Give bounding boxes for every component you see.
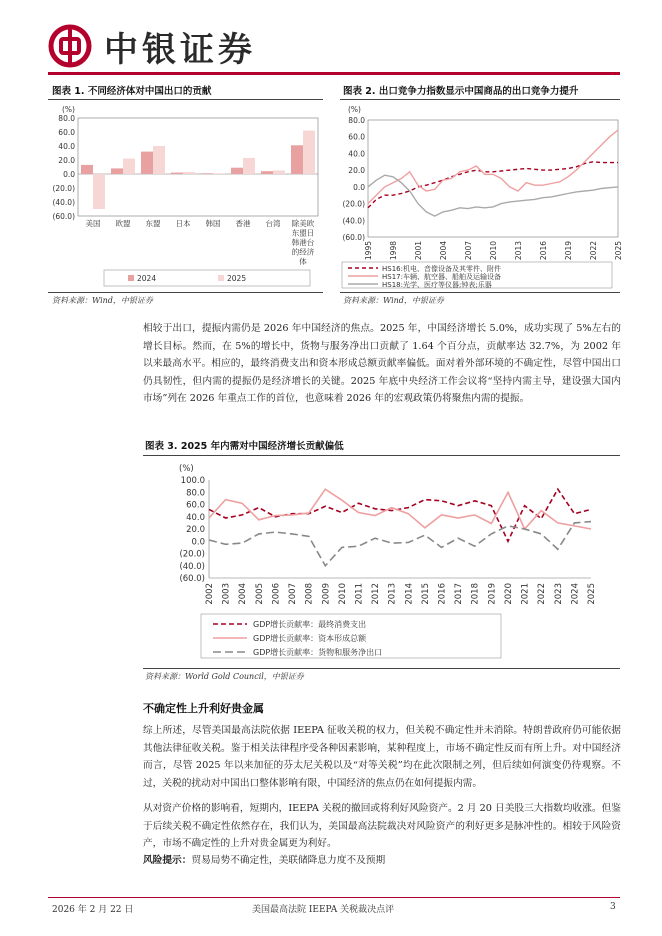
fig1-plot-frame [78,118,318,216]
fig1-xtick-label: 日本 [175,219,191,228]
fig3-xtick-label: 2017 [454,583,465,605]
fig3-ytick-label: 60.0 [186,500,205,511]
fig2-xtick-label: 2010 [489,241,498,261]
fig1-ytick-label: (40.0) [52,198,75,207]
fig1-ylabel: (%) [62,105,75,114]
fig1-xtick-label: 美国 [85,219,101,228]
fig1-bar-2025 [303,131,315,174]
fig2-ytick-label: 20.0 [348,166,365,176]
fig1-legend-label: 2025 [227,274,247,283]
fig2-ytick-label: 60.0 [348,132,365,142]
fig3-ytick-label: 80.0 [186,488,205,499]
fig1-bar-2025 [123,159,135,174]
fig3-ylabel: (%) [179,464,194,474]
fig2-legend-label: HS17:车辆、航空器、船舶及运输设备 [382,273,501,281]
body-paragraph-1: 相较于出口，提振内需仍是 2026 年中国经济的焦点。2025 年，中国经济增长 5.0%，成功实现了 5%左右的增长目标。然而，在 5%的增长中，货物与服务净出口贡献了 1.64 个百分点，贡献率达 32.7%，为 2002 年以来最高水平。相应的，最终消费支出和资本形成总额贡献率偏低。面对着外部环境的不确定性，尽管中国出口仍具韧性，但内需的提振仍是经济增长的关键。2025 年底中央经济工作会议将“坚持内需主导，建设强大国内市场”列在 2026 年重点工作的首位，也意味着 2026 年的宏观政策仍将聚焦内需的提振。 [143,323,621,404]
fig2-plot-frame [368,120,618,237]
fig3-xtick-label: 2022 [537,583,548,605]
fig2-ytick-label: 0.0 [353,182,365,192]
header-rule [48,72,620,75]
fig3-xtick-label: 2016 [437,583,448,605]
fig1-ytick-label: 80.0 [58,114,75,123]
fig2-rule [340,99,620,100]
fig3-xtick-label: 2003 [221,583,232,605]
fig1-title: 图表 1. 不同经济体对中国出口的贡献 [52,86,212,97]
fig1-xtick-label: 东盟 [145,219,161,228]
fig2-xtick-label: 2004 [439,241,448,261]
fig3-xtick-label: 2019 [487,583,498,605]
fig1-bar-2024 [141,152,153,174]
fig3-xtick-label: 2008 [304,583,315,605]
fig3-ytick-label: (40.0) [179,561,205,572]
fig1-bar-2025 [93,174,105,209]
fig2-source: 资料来源：Wind，中银证券 [343,296,444,305]
fig1-xtick-label-line: 除美欧 [291,219,315,228]
fig1-xtick-label-line: 体 [299,257,307,266]
fig1-legend-box [104,270,310,286]
fig1-bar-2025 [153,146,165,174]
fig1-ytick-label: 60.0 [58,128,75,137]
fig1-xtick-label: 香港 [235,219,251,228]
fig2-bottom-rule [340,292,620,293]
fig1-xtick-label: 台湾 [265,219,281,228]
fig3-xtick-label: 2014 [404,583,415,605]
fig2-xtick-label: 2007 [464,241,473,261]
risk-note [143,852,621,870]
fig2-legend-label: HS18:光学、医疗等仪器;钟表;乐器 [382,281,492,289]
fig1-ytick-label: 20.0 [58,156,75,165]
fig1-xtick-label-line: 的经济 [291,247,315,257]
fig3-ytick-label: 40.0 [186,512,205,523]
fig3-xtick-label: 2011 [354,583,365,605]
fig1-xtick-label-line: 东盟日 [291,228,315,238]
fig2-ytick-label: 80.0 [348,116,365,125]
fig3-xtick-label: 2007 [288,583,299,605]
fig3-xtick-label: 2012 [371,583,382,605]
fig1-bar-2024 [171,173,183,174]
fig3-series-line [209,522,591,566]
footer-rule [48,897,620,898]
boc-logo-icon [48,24,92,68]
fig2-series-line [368,162,618,208]
fig3-chart [143,458,621,666]
fig2-xtick-label: 2013 [514,241,523,261]
fig1-bar-2024 [111,168,123,174]
fig1-ytick-label: (60.0) [52,212,75,221]
fig1-legend-label: 2024 [137,274,157,283]
fig3-ytick-label: 100.0 [180,476,205,486]
fig1-legend-swatch-2025 [218,275,224,281]
body-paragraph-3: 从对资产价格的影响看，短期内，IEEPA 关税的撤回或将利好风险资产。2 月 20 日美股三大指数均收涨。但鉴于后续关税不确定性依然存在，我们认为，美国最高法院裁决对风险资产的利好更多是脉冲性的。相较于风险资产，市场不确定性的上升对贵金属更为利好。 [143,803,621,849]
fig1-bar-2024 [201,173,213,174]
fig2-ytick-label: 40.0 [348,149,365,159]
fig3-xtick-label: 2018 [470,583,481,605]
fig3-xtick-label: 2024 [570,583,581,605]
fig3-xtick-label: 2020 [503,583,514,605]
fig2-xtick-label: 2016 [539,241,548,261]
fig2-xtick-label: 2025 [614,241,623,261]
fig1-chart [48,102,326,290]
fig3-legend-label: GDP增长贡献率：资本形成总额 [253,634,367,643]
fig1-bottom-rule [48,292,323,293]
fig3-xtick-label: 2002 [205,583,215,605]
fig1-bar-2025 [273,171,285,175]
fig1-ytick-label: (20.0) [52,184,75,193]
fig3-ytick-label: (20.0) [179,549,205,560]
fig3-ytick-label: 0.0 [191,537,205,548]
risk-label: 风险提示： [143,855,192,866]
fig1-xtick-label: 欧盟 [115,219,131,228]
fig3-xtick-label: 2025 [587,583,597,605]
risk-text: 贸易局势不确定性，美联储降息力度不及预期 [191,855,386,866]
fig3-ytick-label: 20.0 [186,525,205,535]
fig1-bar-2025 [213,173,225,174]
fig2-ytick-label: (40.0) [342,216,365,226]
fig3-legend-label: GDP增长贡献率：最终消费支出 [253,620,367,629]
fig1-bar-2024 [81,165,93,174]
footer-title: 美国最高法院 IEEPA 关税裁决点评 [252,905,395,915]
body-paragraph-2: 综上所述，尽管美国最高法院依据 IEEPA 征收关税的权力，但关税不确定性并未消除。特朗普政府仍可能依据其他法律征收关税。鉴于相关法律程序受各种因素影响，某种程度上，市场不确定性反而有所上升。对中国经济而言，尽管 2025 年以来加征的芬太尼关税以及“对等关税”均在此次限制之列，但后续如何演变仍待观察。不过，关税的扰动对中国出口整体影响有限，中国经济的焦点仍在如何提振内需。 [143,725,621,789]
fig1-ytick-label: 40.0 [58,142,75,151]
fig3-xtick-label: 2005 [254,583,265,605]
fig1-bar-2025 [183,172,195,174]
page-number: 3 [610,902,616,912]
fig3-title: 图表 3. 2025 年内需对中国经济增长贡献偏低 [145,441,344,452]
section-heading: 不确定性上升利好贵金属 [143,702,264,715]
fig3-xtick-label: 2004 [238,583,249,605]
fig1-bar-2024 [231,168,243,174]
fig1-bar-2024 [291,145,303,174]
fig1-ytick-label: 0.0 [63,170,75,179]
fig3-xtick-label: 2015 [420,583,431,605]
fig3-xtick-label: 2023 [553,583,564,605]
fig3-rule [143,455,620,456]
fig3-xtick-label: 2013 [387,583,398,605]
fig3-xtick-label: 2010 [337,583,348,605]
fig1-xtick-label-line: 韩港台 [291,238,315,247]
fig2-xtick-label: 1998 [389,241,398,261]
fig3-ytick-label: (60.0) [179,574,205,584]
fig2-title: 图表 2. 出口竞争力指数显示中国商品的出口竞争力提升 [343,86,579,97]
fig2-xtick-label: 2019 [564,241,573,261]
fig1-source: 资料来源：Wind，中银证券 [52,296,153,305]
fig1-legend-swatch-2024 [128,275,134,281]
fig3-legend-label: GDP增长贡献率：货物和服务净出口 [253,648,383,657]
fig2-xtick-label: 2022 [589,241,598,261]
fig1-xtick-label: 韩国 [205,219,221,228]
fig2-series-line [368,175,618,216]
fig3-xtick-label: 2009 [321,583,332,605]
fig1-rule [48,99,323,100]
fig1-bar-2025 [243,158,255,174]
fig2-xtick-label: 1995 [364,241,373,261]
fig2-legend-label: HS16:机电、音像设备及其零件、附件 [382,265,501,273]
fig1-bar-2024 [261,171,273,174]
fig2-ytick-label: (20.0) [342,199,365,209]
fig3-bottom-rule [143,668,620,669]
fig3-xtick-label: 2006 [271,583,282,605]
brand-name: 中银证券 [104,30,256,70]
footer-date: 2026 年 2 月 22 日 [52,905,134,915]
fig3-source: 资料来源：World Gold Council，中银证券 [145,672,304,681]
fig2-xtick-label: 2001 [414,241,423,261]
fig2-chart [340,102,622,290]
fig2-ylabel: (%) [348,105,361,114]
fig2-ytick-label: (60.0) [342,233,365,242]
fig3-xtick-label: 2021 [520,583,531,605]
